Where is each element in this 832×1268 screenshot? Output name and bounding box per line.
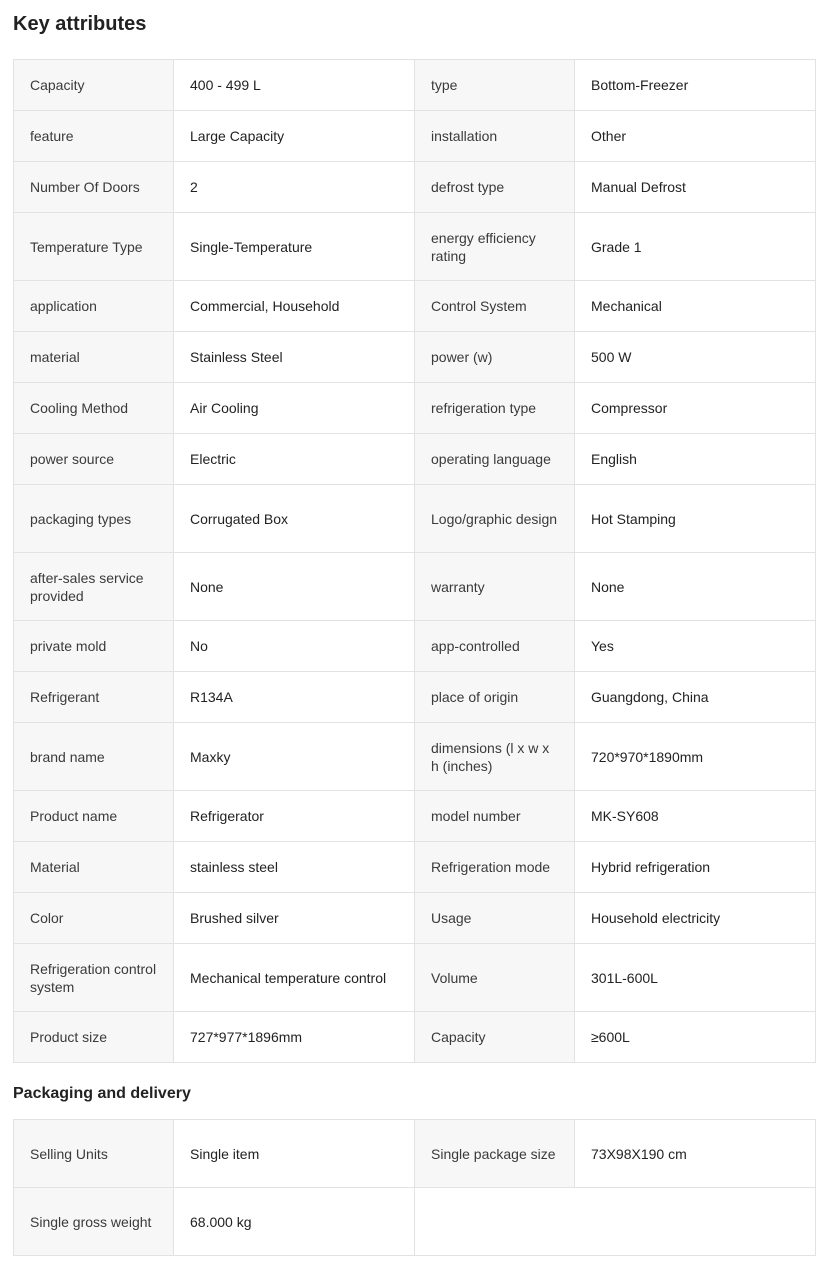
attribute-value: stainless steel — [174, 842, 415, 893]
attribute-label: app-controlled — [415, 621, 575, 672]
empty-cell — [415, 1188, 575, 1256]
packaging-delivery-title: Packaging and delivery — [13, 1085, 191, 1102]
attribute-value: Manual Defrost — [575, 162, 816, 213]
attribute-value: Commercial, Household — [174, 281, 415, 332]
attribute-row — [14, 672, 816, 723]
attribute-value: Grade 1 — [575, 213, 816, 281]
attribute-value: Air Cooling — [174, 383, 415, 434]
attribute-value: 73X98X190 cm — [575, 1120, 816, 1188]
attribute-label: operating language — [415, 434, 575, 485]
attribute-value: Other — [575, 111, 816, 162]
attribute-row — [14, 60, 816, 111]
attribute-label: model number — [415, 791, 575, 842]
attribute-value: Large Capacity — [174, 111, 415, 162]
attribute-value: R134A — [174, 672, 415, 723]
attribute-row — [14, 1012, 816, 1063]
attribute-value: 301L-600L — [575, 944, 816, 1012]
attribute-value: 68.000 kg — [174, 1188, 415, 1256]
attribute-label: warranty — [415, 553, 575, 621]
attribute-row — [14, 791, 816, 842]
attribute-value: Household electricity — [575, 893, 816, 944]
attribute-value: Guangdong, China — [575, 672, 816, 723]
attribute-row — [14, 723, 816, 791]
attribute-value: 727*977*1896mm — [174, 1012, 415, 1063]
attribute-value: No — [174, 621, 415, 672]
key-attributes-title: Key attributes — [13, 13, 147, 35]
attribute-value: Yes — [575, 621, 816, 672]
attribute-value: Bottom-Freezer — [575, 60, 816, 111]
attribute-label: Product name — [14, 791, 174, 842]
attribute-value: 400 - 499 L — [174, 60, 415, 111]
attribute-value: Stainless Steel — [174, 332, 415, 383]
attribute-label: Usage — [415, 893, 575, 944]
attribute-label: Refrigeration mode — [415, 842, 575, 893]
attribute-label: energy efficiency rating — [415, 213, 575, 281]
attribute-label: Capacity — [415, 1012, 575, 1063]
attribute-label: Number Of Doors — [14, 162, 174, 213]
attribute-label: Capacity — [14, 60, 174, 111]
attribute-label: packaging types — [14, 485, 174, 553]
attribute-label: material — [14, 332, 174, 383]
attribute-label: Selling Units — [14, 1120, 174, 1188]
attribute-label: Refrigerant — [14, 672, 174, 723]
attribute-value: Brushed silver — [174, 893, 415, 944]
attribute-row — [14, 893, 816, 944]
attribute-row — [14, 332, 816, 383]
attribute-row — [14, 621, 816, 672]
empty-cell — [575, 1188, 816, 1256]
attribute-value: Maxky — [174, 723, 415, 791]
attribute-label: Refrigeration control system — [14, 944, 174, 1012]
attribute-label: application — [14, 281, 174, 332]
attribute-value: ≥600L — [575, 1012, 816, 1063]
attribute-label: place of origin — [415, 672, 575, 723]
attribute-label: Cooling Method — [14, 383, 174, 434]
attribute-label: feature — [14, 111, 174, 162]
attribute-label: power (w) — [415, 332, 575, 383]
attribute-label: refrigeration type — [415, 383, 575, 434]
attribute-row — [14, 1120, 816, 1188]
attribute-value: Electric — [174, 434, 415, 485]
attribute-label: Control System — [415, 281, 575, 332]
attribute-row — [14, 434, 816, 485]
attribute-value: 500 W — [575, 332, 816, 383]
attribute-row — [14, 162, 816, 213]
attribute-value: None — [575, 553, 816, 621]
attribute-value: Corrugated Box — [174, 485, 415, 553]
attribute-row — [14, 383, 816, 434]
attribute-row — [14, 553, 816, 621]
attribute-label: defrost type — [415, 162, 575, 213]
attribute-label: Material — [14, 842, 174, 893]
attribute-label: private mold — [14, 621, 174, 672]
attribute-value: 2 — [174, 162, 415, 213]
attribute-label: brand name — [14, 723, 174, 791]
attribute-value: 720*970*1890mm — [575, 723, 816, 791]
attribute-value: Refrigerator — [174, 791, 415, 842]
attribute-label: after-sales service provided — [14, 553, 174, 621]
attribute-label: Single package size — [415, 1120, 575, 1188]
attribute-value: Compressor — [575, 383, 816, 434]
attribute-label: type — [415, 60, 575, 111]
attribute-row — [14, 281, 816, 332]
attribute-label: Logo/graphic design — [415, 485, 575, 553]
attribute-label: Temperature Type — [14, 213, 174, 281]
attribute-label: Color — [14, 893, 174, 944]
attribute-value: English — [575, 434, 816, 485]
attribute-label: installation — [415, 111, 575, 162]
key-attributes-table — [13, 59, 816, 1063]
attribute-value: Single-Temperature — [174, 213, 415, 281]
attribute-row — [14, 111, 816, 162]
attribute-row — [14, 213, 816, 281]
attribute-label: Product size — [14, 1012, 174, 1063]
attribute-label: dimensions (l x w x h (inches) — [415, 723, 575, 791]
attribute-row — [14, 944, 816, 1012]
attribute-label: Volume — [415, 944, 575, 1012]
attribute-value: MK-SY608 — [575, 791, 816, 842]
packaging-delivery-table — [13, 1119, 816, 1256]
attribute-row — [14, 485, 816, 553]
attribute-value: Single item — [174, 1120, 415, 1188]
attribute-value: Mechanical temperature control — [174, 944, 415, 1012]
attribute-label: Single gross weight — [14, 1188, 174, 1256]
attribute-row — [14, 842, 816, 893]
attribute-value: Hybrid refrigeration — [575, 842, 816, 893]
attribute-value: None — [174, 553, 415, 621]
attribute-value: Mechanical — [575, 281, 816, 332]
attribute-row — [14, 1188, 816, 1256]
attribute-value: Hot Stamping — [575, 485, 816, 553]
attribute-label: power source — [14, 434, 174, 485]
